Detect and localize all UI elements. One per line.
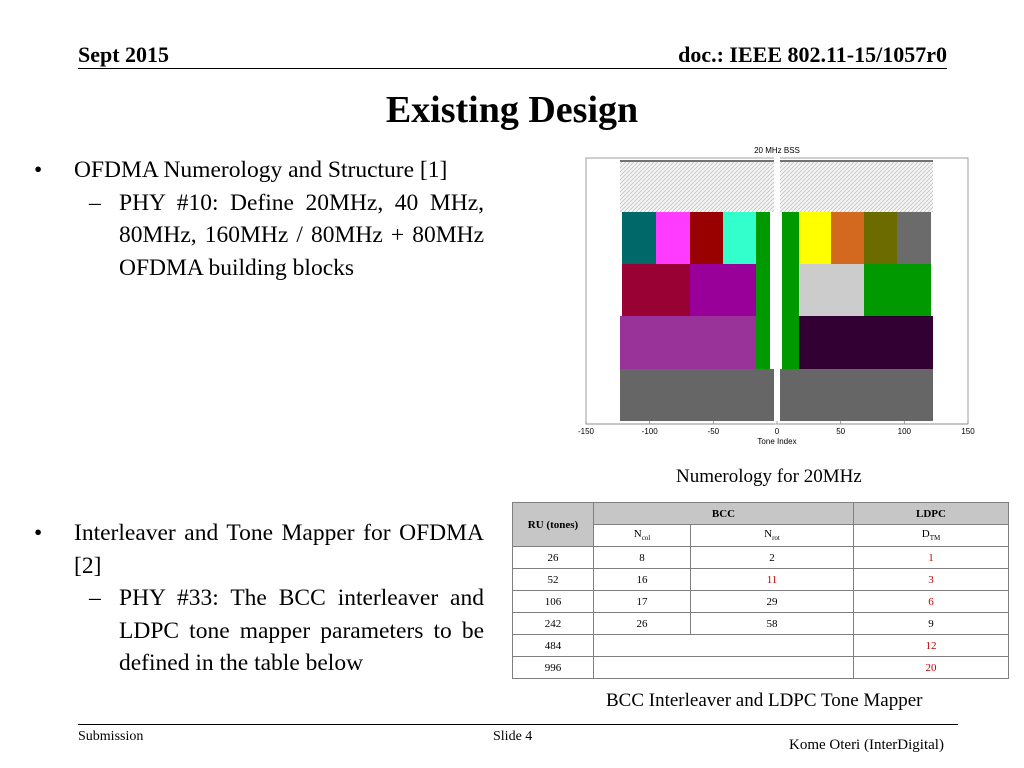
ru-block	[864, 264, 931, 316]
cell-ncol: 26	[594, 613, 691, 635]
table-row	[513, 569, 1009, 591]
ru-block	[831, 212, 864, 264]
ru-block	[690, 264, 756, 316]
table-row	[513, 591, 1009, 613]
cell-ncol: 8	[594, 547, 691, 569]
table-row	[513, 547, 1009, 569]
cell-ru: 106	[513, 591, 594, 613]
ru-block	[799, 264, 864, 316]
dc-gap	[774, 156, 780, 426]
cell-ru: 26	[513, 547, 594, 569]
ru-block	[782, 212, 799, 369]
bullet-text: OFDMA Numerology and Structure [1]	[74, 157, 448, 183]
table-row	[513, 657, 1009, 679]
header-bcc: BCC	[594, 503, 854, 525]
figure-caption: Numerology for 20MHz	[676, 466, 862, 487]
slide-title: Existing Design	[385, 89, 639, 131]
header-ru: RU (tones)	[513, 503, 594, 547]
ru-block	[799, 316, 933, 369]
ru-block	[799, 212, 831, 264]
cell-dtm: 9	[854, 613, 1009, 635]
interleaver-table	[512, 502, 1009, 679]
cell-bcc-empty	[594, 635, 854, 657]
table-caption: BCC Interleaver and LDPC Tone Mapper	[606, 690, 923, 711]
numerology-figure	[566, 142, 986, 447]
bullet-interleaver	[32, 517, 484, 680]
ru-block	[620, 369, 774, 421]
x-tick-label: -150	[577, 427, 595, 436]
bullet-numerology	[32, 154, 484, 284]
bullet-text: Interleaver and Tone Mapper for OFDMA [2]	[74, 520, 484, 579]
footer-divider	[78, 724, 958, 725]
x-tick-label: -100	[641, 427, 658, 436]
cell-bcc-empty	[594, 657, 854, 679]
x-tick-label: 150	[961, 427, 975, 436]
ru-block	[622, 212, 656, 264]
sub-bullet-text: PHY #33: The BCC interleaver and LDPC tone mapper parameters to be defined in the table below	[119, 585, 484, 676]
header-dtm: $D_{TM}$	[854, 525, 1009, 547]
table-row	[513, 635, 1009, 657]
cell-dtm: 20	[854, 657, 1009, 679]
sub-bullet-text: PHY #10: Define 20MHz, 40 MHz, 80MHz, 160MHz / 80MHz + 80MHz OFDMA building blocks	[119, 189, 484, 281]
bullet-dash: –	[89, 189, 101, 216]
ru-block	[690, 212, 723, 264]
ru-block	[780, 369, 933, 421]
bullet-dash: –	[89, 585, 101, 611]
cell-dtm: 3	[854, 569, 1009, 591]
x-axis-label: Tone Index	[757, 437, 797, 446]
bullet-dot: •	[34, 157, 43, 183]
header-ncol: $N_{col}$	[594, 525, 691, 547]
ru-block	[864, 212, 897, 264]
cell-nrot: 58	[691, 613, 854, 635]
bullet-dot: •	[34, 520, 43, 546]
table-row	[513, 613, 1009, 635]
header-nrot: $N_{rot}$	[691, 525, 854, 547]
ru-block	[723, 212, 756, 264]
cell-dtm: 6	[854, 591, 1009, 613]
footer-slide-number: Slide 4	[493, 729, 533, 744]
x-tick-label: 50	[836, 427, 846, 436]
footer-author: Kome Oteri (InterDigital)	[789, 737, 944, 753]
cell-ncol: 17	[594, 591, 691, 613]
ru-block	[656, 212, 690, 264]
header-date: Sept 2015	[78, 42, 170, 67]
cell-nrot: 2	[691, 547, 854, 569]
footer-submission: Submission	[78, 729, 144, 744]
cell-ru: 996	[513, 657, 594, 679]
cell-nrot: 11	[691, 569, 854, 591]
x-tick-label: -50	[707, 427, 720, 436]
cell-ru: 242	[513, 613, 594, 635]
cell-ru: 484	[513, 635, 594, 657]
header-doc-id: doc.: IEEE 802.11-15/1057r0	[678, 42, 947, 67]
ru-block	[620, 316, 756, 369]
cell-dtm: 1	[854, 547, 1009, 569]
figure-title: 20 MHz BSS	[754, 146, 800, 155]
ru-block	[756, 212, 770, 369]
x-tick-label: 100	[897, 427, 912, 436]
cell-ncol: 16	[594, 569, 691, 591]
cell-ru: 52	[513, 569, 594, 591]
header-ldpc: LDPC	[854, 503, 1009, 525]
x-tick-label: 0	[774, 427, 780, 436]
ru-block	[897, 212, 931, 264]
cell-dtm: 12	[854, 635, 1009, 657]
header-divider	[78, 68, 947, 69]
cell-nrot: 29	[691, 591, 854, 613]
ru-block	[622, 264, 690, 316]
